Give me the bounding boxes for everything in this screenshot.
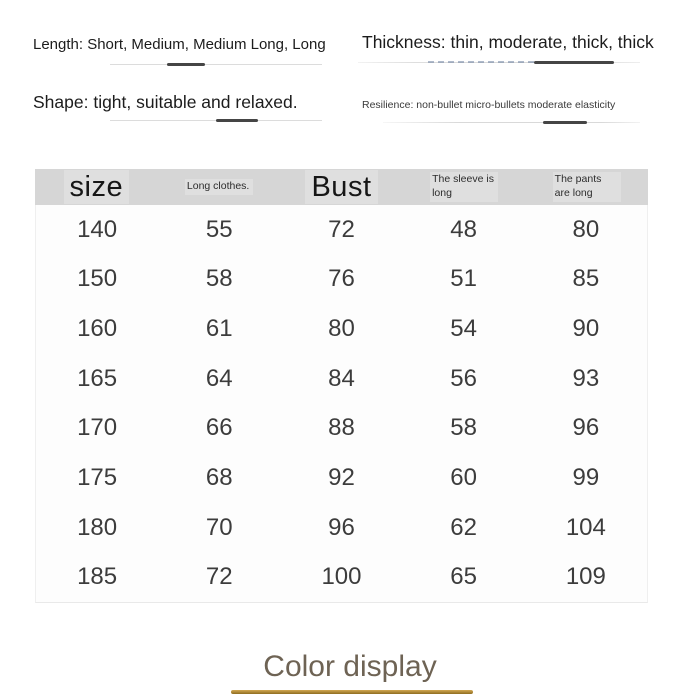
resilience-attribute-label: Resilience: non-bullet micro-bullets moderate elasticity — [362, 99, 616, 111]
table-cell: 90 — [572, 315, 600, 343]
table-cell: 99 — [572, 463, 600, 491]
table-cell: 68 — [205, 463, 233, 491]
header-bust: Bust — [305, 170, 377, 204]
table-cell: 93 — [572, 364, 600, 392]
table-cell: 85 — [572, 265, 600, 293]
table-cell: 61 — [205, 315, 233, 343]
table-cell: 51 — [450, 265, 477, 293]
table-cell: 170 — [77, 414, 118, 442]
table-cell: 76 — [328, 265, 355, 293]
header-size: size — [64, 170, 130, 204]
resilience-underline-dash — [543, 121, 587, 124]
table-cell: 109 — [565, 563, 606, 591]
length-underline-dash — [167, 63, 205, 66]
length-underline — [110, 64, 322, 65]
thickness-underline-dash — [534, 61, 614, 64]
table-row — [36, 205, 647, 255]
thickness-attribute-label: Thickness: thin, moderate, thick, thick — [362, 32, 654, 52]
table-row — [36, 354, 647, 404]
table-cell: 185 — [77, 563, 118, 591]
color-display-underline — [231, 690, 473, 694]
table-cell: 175 — [77, 463, 118, 491]
size-table-body — [36, 205, 647, 602]
shape-attribute-label: Shape: tight, suitable and relaxed. — [33, 92, 298, 112]
table-cell: 84 — [328, 364, 355, 392]
table-row — [36, 552, 647, 602]
table-cell: 96 — [572, 414, 600, 442]
table-cell: 58 — [205, 265, 233, 293]
table-cell: 65 — [450, 563, 477, 591]
table-cell: 70 — [205, 513, 233, 541]
table-cell: 54 — [450, 315, 477, 343]
table-cell: 140 — [77, 215, 118, 243]
table-row — [36, 404, 647, 454]
table-cell: 92 — [328, 463, 355, 491]
table-cell: 62 — [450, 513, 477, 541]
table-cell: 60 — [450, 463, 477, 491]
shape-underline-dash — [216, 119, 258, 122]
table-cell: 180 — [77, 513, 118, 541]
table-cell: 80 — [572, 215, 600, 243]
resilience-underline — [383, 122, 640, 123]
table-row — [36, 255, 647, 305]
size-table-header-row — [35, 169, 648, 205]
table-cell: 72 — [205, 563, 233, 591]
table-row — [36, 503, 647, 553]
table-cell: 72 — [328, 215, 355, 243]
table-cell: 55 — [205, 215, 233, 243]
thickness-underline — [358, 62, 640, 63]
table-cell: 100 — [321, 563, 362, 591]
table-cell: 160 — [77, 315, 118, 343]
table-cell: 104 — [565, 513, 606, 541]
length-attribute-label: Length: Short, Medium, Medium Long, Long — [33, 36, 326, 53]
table-cell: 150 — [77, 265, 118, 293]
header-pants-length: The pants are long — [553, 172, 621, 201]
table-row — [36, 304, 647, 354]
thickness-underline-dashed-segment — [428, 61, 534, 63]
table-cell: 64 — [205, 364, 233, 392]
table-cell: 165 — [77, 364, 118, 392]
header-long-clothes: Long clothes. — [185, 179, 253, 195]
table-cell: 80 — [328, 315, 355, 343]
table-row — [36, 453, 647, 503]
color-display-title: Color display — [263, 650, 437, 683]
header-sleeve-length: The sleeve is long — [430, 172, 498, 201]
table-cell: 48 — [450, 215, 477, 243]
shape-underline — [110, 120, 322, 121]
table-cell: 66 — [205, 414, 233, 442]
size-table — [35, 170, 648, 603]
table-cell: 96 — [328, 513, 355, 541]
table-cell: 56 — [450, 364, 477, 392]
table-cell: 88 — [328, 414, 355, 442]
table-cell: 58 — [450, 414, 477, 442]
